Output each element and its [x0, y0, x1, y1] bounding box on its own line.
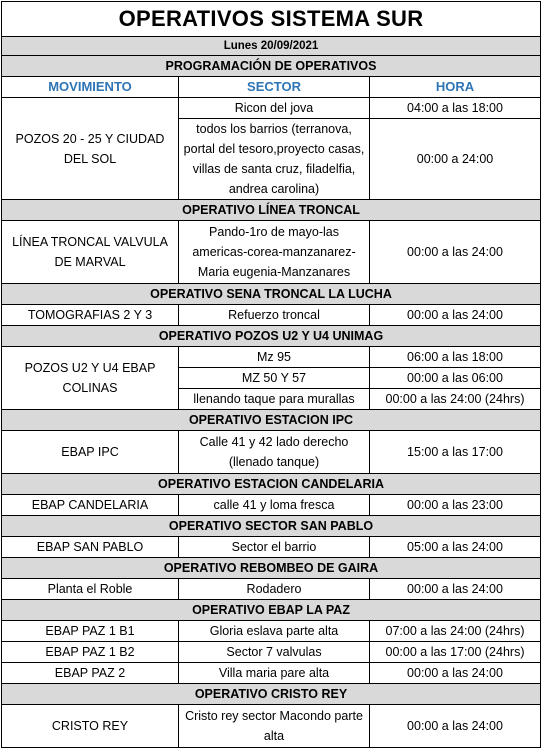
movimiento-cell: POZOS U2 Y U4 EBAP COLINAS	[2, 347, 179, 410]
sector-cell: Gloria eslava parte alta	[179, 621, 370, 642]
sector-cell: Pando-1ro de mayo-las americas-corea-manzanarez-Maria eugenia-Manzanares	[179, 221, 370, 284]
operativos-table	[1, 1, 541, 748]
section-header-linea-troncal: OPERATIVO LÍNEA TRONCAL	[2, 200, 541, 221]
movimiento-cell: TOMOGRAFIAS 2 Y 3	[2, 305, 179, 326]
movimiento-cell: EBAP PAZ 1 B1	[2, 621, 179, 642]
hora-cell: 00:00 a las 23:00	[370, 495, 541, 516]
hora-cell: 15:00 a las 17:00	[370, 431, 541, 474]
hora-cell: 00:00 a las 24:00 (24hrs)	[370, 389, 541, 410]
section-header-pozos-u2: OPERATIVO POZOS U2 Y U4 UNIMAG	[2, 326, 541, 347]
hora-cell: 00:00 a las 06:00	[370, 368, 541, 389]
movimiento-cell: Planta el Roble	[2, 579, 179, 600]
sector-cell: calle 41 y loma fresca	[179, 495, 370, 516]
section-header-programacion: PROGRAMACIÓN DE OPERATIVOS	[2, 56, 541, 77]
column-header-sector: SECTOR	[179, 77, 370, 98]
sector-cell: Ricon del jova	[179, 98, 370, 119]
hora-cell: 00:00 a las 24:00	[370, 579, 541, 600]
movimiento-cell: EBAP CANDELARIA	[2, 495, 179, 516]
sector-cell: Calle 41 y 42 lado derecho (llenado tanque)	[179, 431, 370, 474]
column-header-movimiento: MOVIMIENTO	[2, 77, 179, 98]
column-header-hora: HORA	[370, 77, 541, 98]
movimiento-cell: LÍNEA TRONCAL VALVULA DE MARVAL	[2, 221, 179, 284]
hora-cell: 00:00 a las 24:00	[370, 705, 541, 748]
section-header-gaira: OPERATIVO REBOMBEO DE GAIRA	[2, 558, 541, 579]
movimiento-cell: EBAP SAN PABLO	[2, 537, 179, 558]
movimiento-cell: CRISTO REY	[2, 705, 179, 748]
hora-cell: 00:00 a las 24:00	[370, 305, 541, 326]
section-header-estacion-ipc: OPERATIVO ESTACION IPC	[2, 410, 541, 431]
hora-cell: 00:00 a las 17:00 (24hrs)	[370, 642, 541, 663]
hora-cell: 05:00 a las 24:00	[370, 537, 541, 558]
sector-cell: Sector el barrio	[179, 537, 370, 558]
date-label: Lunes 20/09/2021	[2, 37, 541, 56]
hora-cell: 00:00 a las 24:00	[370, 221, 541, 284]
section-header-san-pablo: OPERATIVO SECTOR SAN PABLO	[2, 516, 541, 537]
movimiento-cell: EBAP PAZ 1 B2	[2, 642, 179, 663]
sector-cell: MZ 50 Y 57	[179, 368, 370, 389]
sector-cell: Villa maria pare alta	[179, 663, 370, 684]
sector-cell: Refuerzo troncal	[179, 305, 370, 326]
hora-cell: 07:00 a las 24:00 (24hrs)	[370, 621, 541, 642]
section-header-candelaria: OPERATIVO ESTACION CANDELARIA	[2, 474, 541, 495]
section-header-cristo-rey: OPERATIVO CRISTO REY	[2, 684, 541, 705]
sector-cell: Mz 95	[179, 347, 370, 368]
movimiento-cell: POZOS 20 - 25 Y CIUDAD DEL SOL	[2, 98, 179, 200]
hora-cell: 00:00 a 24:00	[370, 119, 541, 200]
sector-cell: Rodadero	[179, 579, 370, 600]
section-header-la-paz: OPERATIVO EBAP LA PAZ	[2, 600, 541, 621]
sector-cell: llenando taque para murallas	[179, 389, 370, 410]
hora-cell: 00:00 a las 24:00	[370, 663, 541, 684]
hora-cell: 06:00 a las 18:00	[370, 347, 541, 368]
page-title: OPERATIVOS SISTEMA SUR	[2, 2, 541, 37]
sector-cell: todos los barrios (terranova, portal del tesoro,proyecto casas, villas de santa cruz, filadelfia, andrea carolina)	[179, 119, 370, 200]
section-header-sena-troncal: OPERATIVO SENA TRONCAL LA LUCHA	[2, 284, 541, 305]
movimiento-cell: EBAP IPC	[2, 431, 179, 474]
hora-cell: 04:00 a las 18:00	[370, 98, 541, 119]
sector-cell: Cristo rey sector Macondo parte alta	[179, 705, 370, 748]
movimiento-cell: EBAP PAZ 2	[2, 663, 179, 684]
sector-cell: Sector 7 valvulas	[179, 642, 370, 663]
